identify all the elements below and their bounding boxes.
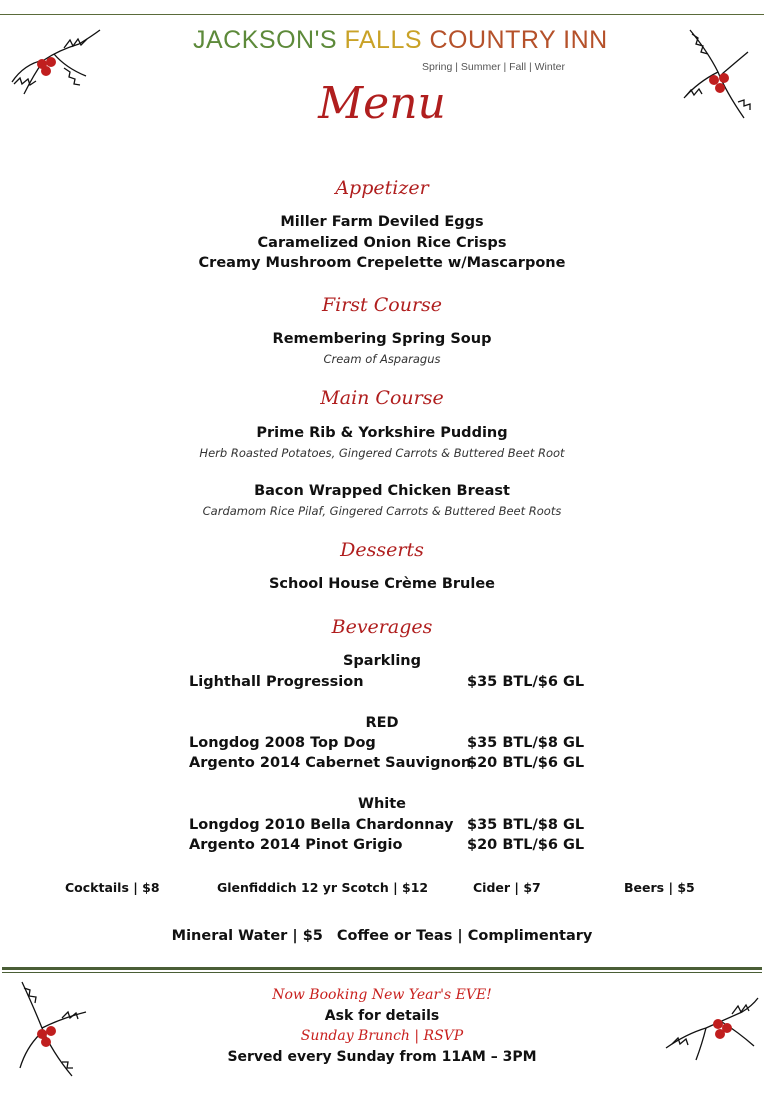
wine-name: Lighthall Progression	[189, 674, 364, 690]
menu-item: Miller Farm Deviled Eggs	[280, 214, 484, 230]
footer-ask-details: Ask for details	[324, 1007, 440, 1024]
top-rule	[0, 14, 764, 15]
extra-cider: Cider | $7	[473, 880, 541, 895]
wine-name: Longdog 2010 Bella Chardonnay	[189, 817, 454, 833]
main-course-item-1	[0, 423, 764, 462]
coffee-teas: Coffee or Teas | Complimentary	[336, 928, 593, 944]
footer	[0, 985, 764, 1067]
non-alcoholic-line	[0, 928, 764, 944]
menu-item-desc: Cardamom Rice Pilaf, Gingered Carrots & Buttered Beet Roots	[202, 503, 562, 518]
brand-part1: JACKSON'S	[193, 26, 338, 54]
main-course-item-2	[0, 481, 764, 520]
wine-price: $20 BTL/$6 GL	[467, 755, 585, 771]
menu-item-desc: Cream of Asparagus	[323, 351, 441, 366]
wine-row	[189, 735, 589, 751]
beverages-section	[0, 616, 764, 638]
wine-row	[189, 755, 589, 771]
page-title: Menu	[318, 78, 446, 129]
wine-row	[189, 837, 589, 853]
wine-name: Longdog 2008 Top Dog	[189, 735, 376, 751]
brand-part2: FALLS	[344, 26, 423, 54]
desserts-section	[0, 539, 764, 561]
wine-name: Argento 2014 Cabernet Sauvignon	[189, 755, 472, 771]
brand-part3: COUNTRY INN	[429, 26, 608, 54]
footer-rule	[2, 967, 762, 970]
first-course-items	[0, 329, 764, 368]
footer-sunday-brunch: Sunday Brunch | RSVP	[300, 1028, 464, 1044]
wine-price: $35 BTL/$6 GL	[467, 674, 585, 690]
menu-item: Caramelized Onion Rice Crisps	[257, 234, 507, 251]
wine-price: $35 BTL/$8 GL	[467, 817, 585, 833]
wine-price: $20 BTL/$6 GL	[467, 837, 585, 853]
extra-beers: Beers | $5	[624, 880, 695, 895]
menu-item: School House Crème Brulee	[268, 576, 496, 592]
appetizer-heading: Appetizer	[335, 177, 429, 199]
white-label: White	[357, 796, 407, 812]
menu-item-desc: Herb Roasted Potatoes, Gingered Carrots & Buttered Beet Root	[199, 445, 565, 460]
footer-new-years: Now Booking New Year's EVE!	[272, 987, 492, 1003]
menu-item: Remembering Spring Soup	[272, 331, 492, 347]
main-course-section	[0, 387, 764, 409]
desserts-items	[0, 574, 764, 595]
wine-row	[189, 817, 589, 833]
menu-item: Prime Rib & Yorkshire Pudding	[256, 425, 508, 441]
footer-rule-thin	[2, 972, 762, 973]
wine-row	[189, 674, 589, 690]
first-course-heading: First Course	[321, 294, 443, 316]
wine-price: $35 BTL/$8 GL	[467, 735, 585, 751]
appetizer-section	[0, 177, 764, 199]
seasons-tagline: Spring | Summer | Fall | Winter	[422, 61, 565, 73]
mineral-water: Mineral Water | $5	[171, 928, 323, 944]
menu-item: Bacon Wrapped Chicken Breast	[254, 483, 510, 499]
wine-name: Argento 2014 Pinot Grigio	[189, 837, 403, 853]
appetizer-items	[0, 212, 764, 274]
beverages-heading: Beverages	[331, 616, 433, 638]
extra-cocktails: Cocktails | $8	[65, 880, 160, 895]
footer-brunch-hours: Served every Sunday from 11AM – 3PM	[227, 1048, 537, 1065]
brand-logo	[193, 26, 608, 55]
first-course-section	[0, 294, 764, 316]
desserts-heading: Desserts	[340, 539, 424, 561]
red-label: RED	[365, 715, 399, 731]
main-course-heading: Main Course	[320, 387, 444, 409]
sparkling-label: Sparkling	[342, 653, 422, 669]
menu-item: Creamy Mushroom Crepelette w/Mascarpone	[198, 255, 566, 271]
extra-scotch: Glenfiddich 12 yr Scotch | $12	[217, 880, 429, 895]
